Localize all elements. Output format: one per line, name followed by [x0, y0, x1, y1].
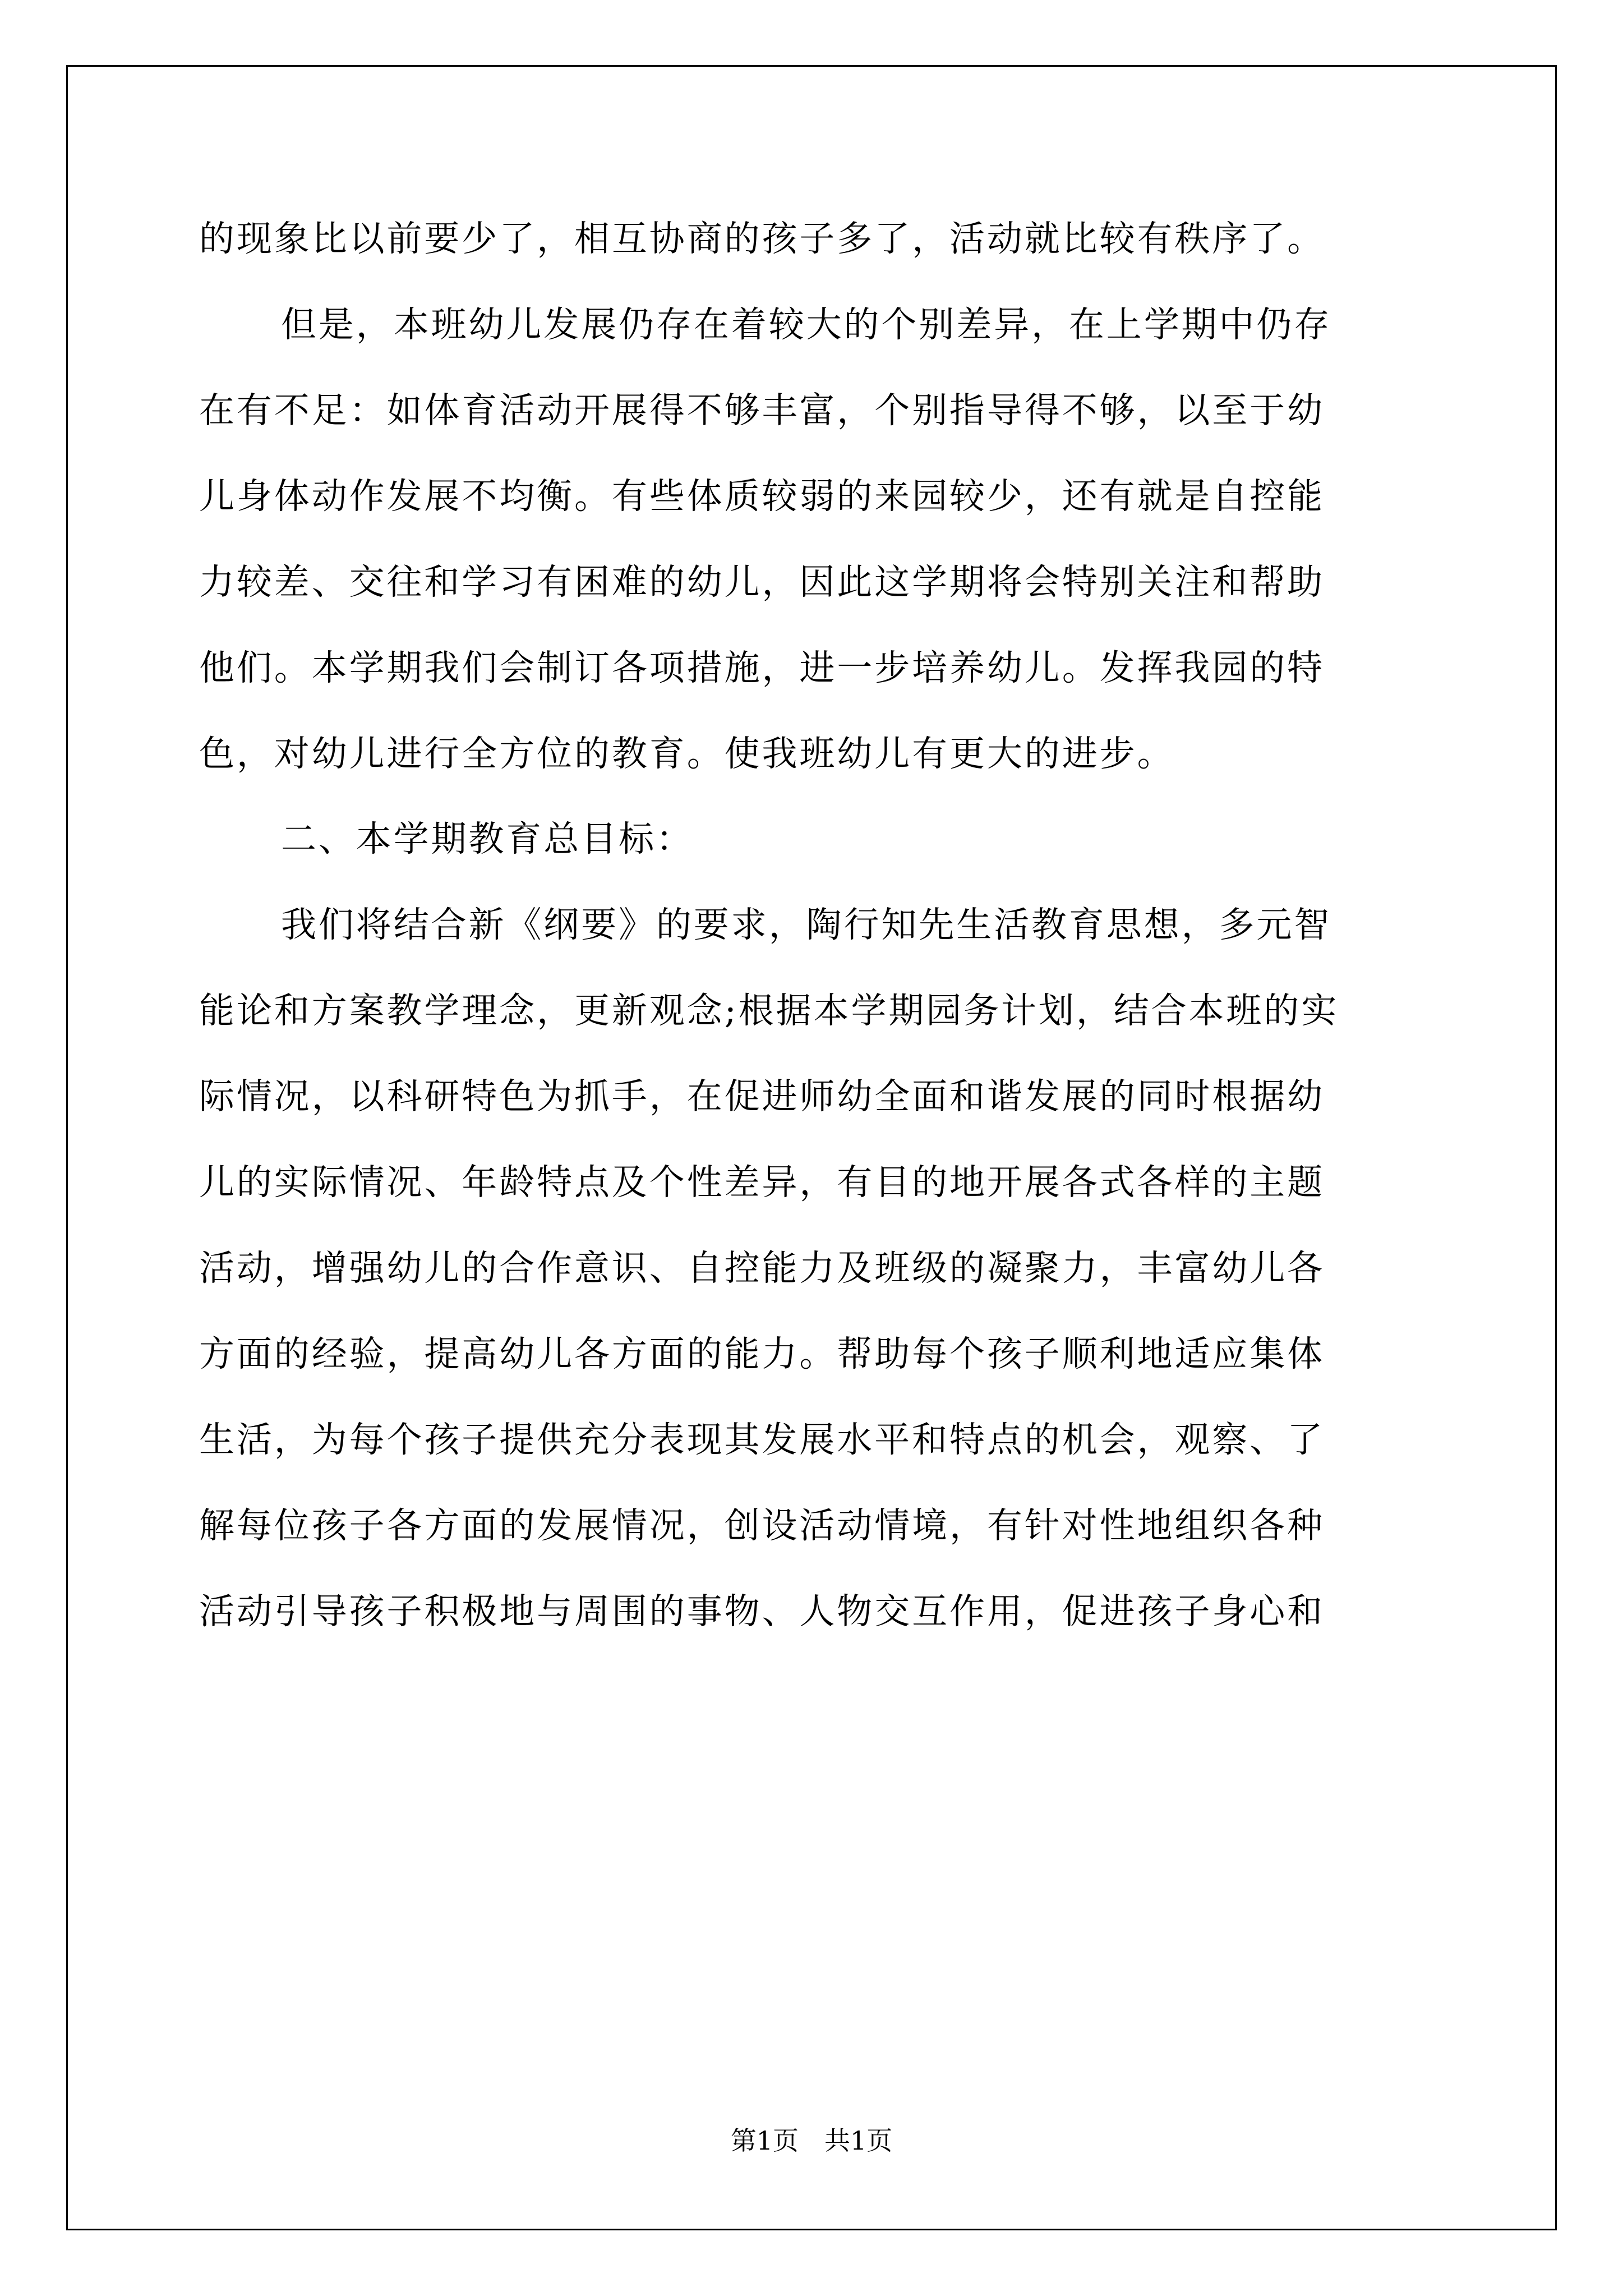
- text-line: 我们将结合新《纲要》的要求，陶行知先生活教育思想，多元智: [281, 904, 1332, 945]
- text-line: 在有不足：如体育活动开展得不够丰富，个别指导得不够，以至于幼: [199, 390, 1325, 431]
- text-line: 生活，为每个孩子提供充分表现其发展水平和特点的机会，观察、了: [199, 1419, 1325, 1460]
- text-line: 他们。本学期我们会制订各项措施，进一步培养幼儿。发挥我园的特: [199, 647, 1325, 688]
- text-line: 际情况，以科研特色为抓手，在促进师幼全面和谐发展的同时根据幼: [199, 1076, 1325, 1117]
- text-line: 色，对幼儿进行全方位的教育。使我班幼儿有更大的进步。: [199, 733, 1175, 774]
- text-line: 能论和方案教学理念，更新观念;根据本学期园务计划，结合本班的实: [199, 990, 1339, 1031]
- text-line: 但是，本班幼儿发展仍存在着较大的个别差异，在上学期中仍存: [281, 304, 1332, 345]
- text-line: 活动，增强幼儿的合作意识、自控能力及班级的凝聚力，丰富幼儿各: [199, 1248, 1325, 1289]
- text-line: 方面的经验，提高幼儿各方面的能力。帮助每个孩子顺利地适应集体: [199, 1333, 1325, 1374]
- text-line: 解每位孩子各方面的发展情况，创设活动情境，有针对性地组织各种: [199, 1505, 1325, 1546]
- text-line: 的现象比以前要少了，相互协商的孩子多了，活动就比较有秩序了。: [199, 218, 1325, 259]
- page-number-footer: 第1页 共1页: [730, 2125, 893, 2156]
- text-line: 儿的实际情况、年龄特点及个性差异，有目的地开展各式各样的主题: [199, 1162, 1325, 1203]
- text-line: 儿身体动作发展不均衡。有些体质较弱的来园较少，还有就是自控能: [199, 476, 1325, 517]
- section-heading: 二、本学期教育总目标：: [281, 818, 694, 859]
- text-line: 活动引导孩子积极地与周围的事物、人物交互作用，促进孩子身心和: [199, 1591, 1325, 1632]
- text-line: 力较差、交往和学习有困难的幼儿，因此这学期将会特别关注和帮助: [199, 562, 1325, 602]
